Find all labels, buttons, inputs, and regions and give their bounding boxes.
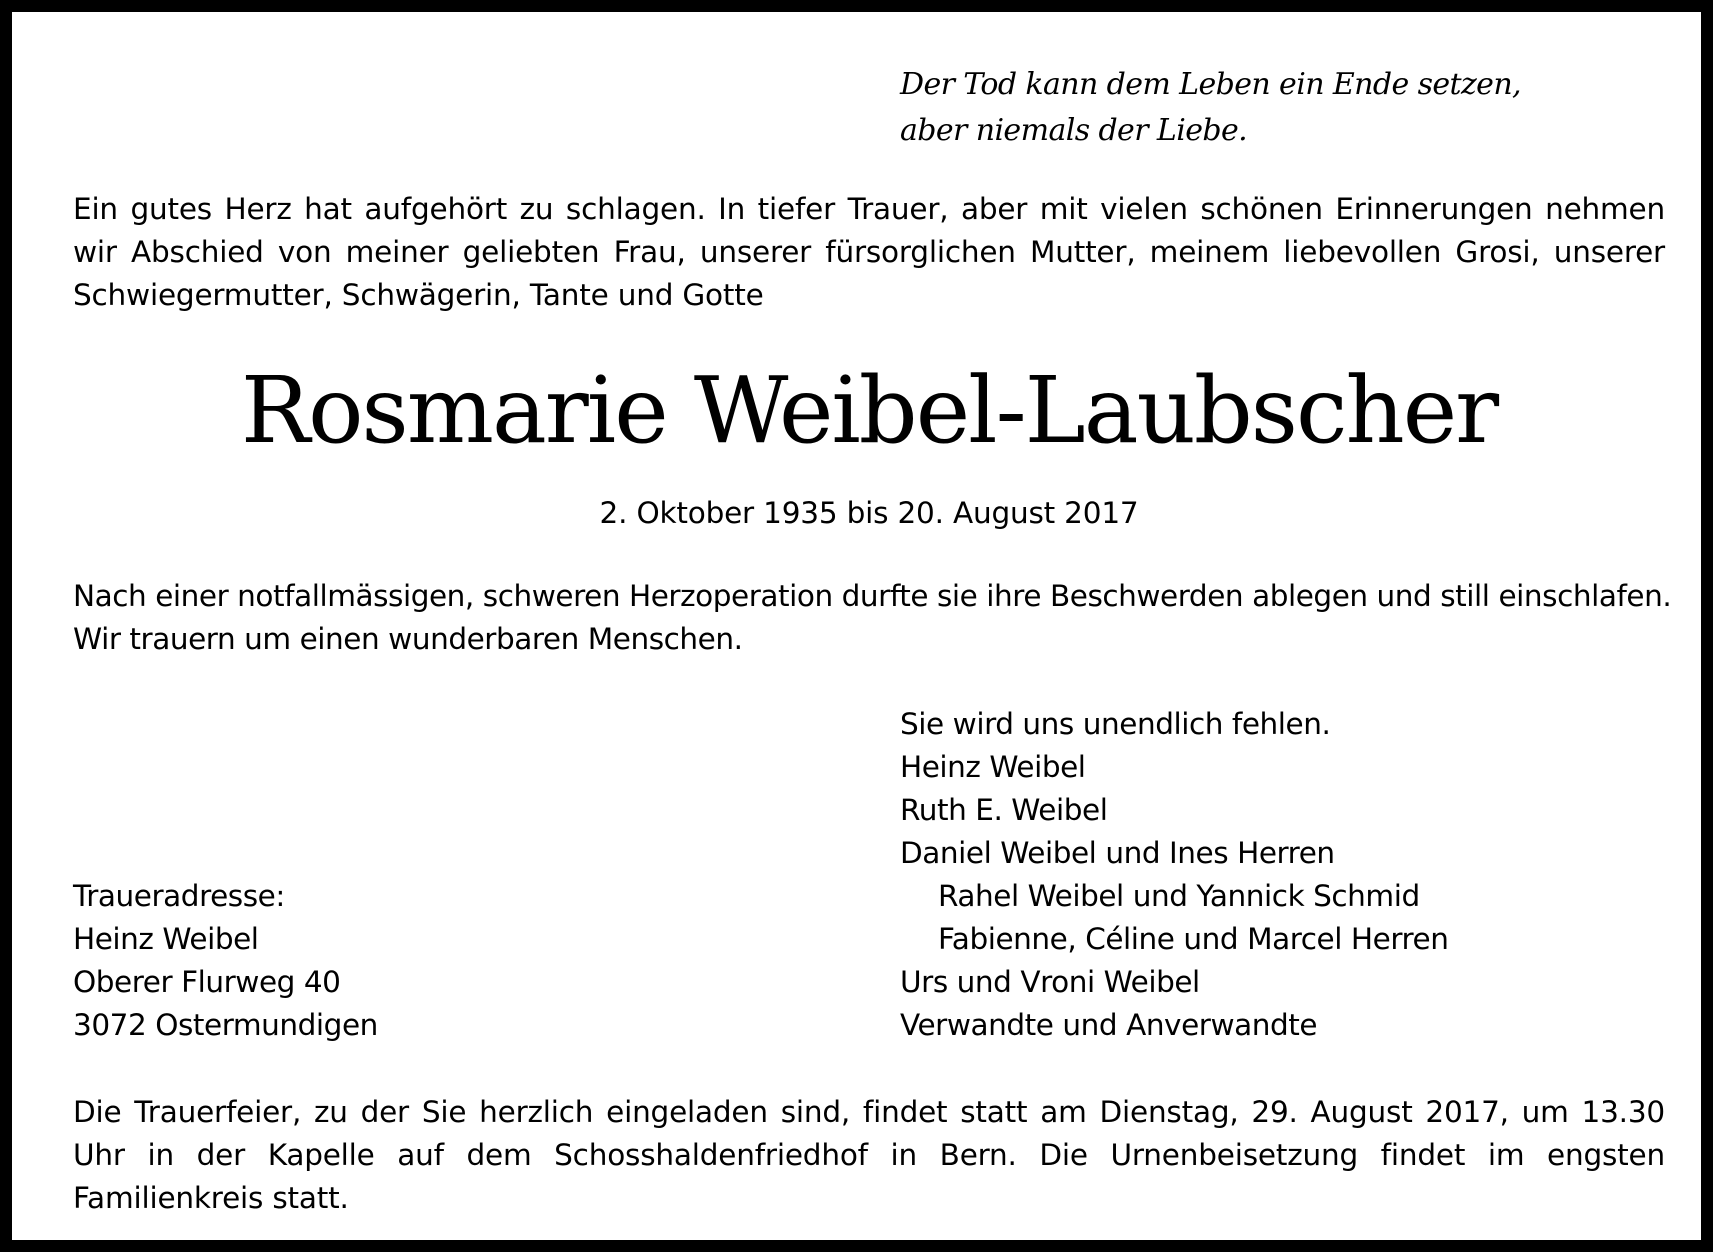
mourner-name: Rahel Weibel und Yannick Schmid bbox=[938, 879, 1420, 913]
deceased-name: Rosmarie Weibel-Laubscher bbox=[240, 357, 1498, 464]
address-label: Traueradresse: bbox=[73, 879, 285, 913]
mourner-name: Fabienne, Céline und Marcel Herren bbox=[938, 922, 1449, 956]
circumstance-line: Wir trauern um einen wunderbaren Menschen. bbox=[73, 622, 743, 656]
mourner-name: Urs und Vroni Weibel bbox=[900, 965, 1200, 999]
mourners-list bbox=[900, 703, 1449, 1047]
motto-line: aber niemals der Liebe. bbox=[900, 113, 1248, 148]
address-street: Oberer Flurweg 40 bbox=[73, 965, 341, 999]
mourner-name: Heinz Weibel bbox=[900, 750, 1086, 784]
motto-line: Der Tod kann dem Leben ein Ende setzen, bbox=[900, 67, 1521, 102]
mourner-name: Verwandte und Anverwandte bbox=[900, 1008, 1318, 1042]
intro-paragraph: Ein gutes Herz hat aufgehört zu schlagen. In tiefer Trauer, aber mit vielen schönen Erinnerungen nehmen wir Abschied von meiner geliebten Frau, unserer fürsorglichen Mutter, meinem liebevollen Grosi, unserer Schwiegermutter, Schwägerin, Tante und Gotte bbox=[73, 192, 1665, 312]
circumstance-line: Nach einer notfallmässigen, schweren Herzoperation durfte sie ihre Beschwerden ablegen und still einschlafen. bbox=[73, 579, 1672, 613]
circumstance-paragraph bbox=[73, 575, 1672, 661]
life-dates: 2. Oktober 1935 bis 20. August 2017 bbox=[599, 496, 1139, 530]
address-name: Heinz Weibel bbox=[73, 922, 259, 956]
ceremony-paragraph: Die Trauerfeier, zu der Sie herzlich eingeladen sind, findet statt am Dienstag, 29. August 2017, um 13.30 Uhr in der Kapelle auf dem Schosshaldenfriedhof in Bern. Die Urnenbeisetzung findet im engsten Familienkreis statt. bbox=[73, 1095, 1665, 1215]
motto-quote bbox=[900, 62, 1521, 154]
mourner-name: Daniel Weibel und Ines Herren bbox=[900, 836, 1335, 870]
mourning-address bbox=[73, 875, 378, 1047]
address-city: 3072 Ostermundigen bbox=[73, 1008, 378, 1042]
mourner-name: Ruth E. Weibel bbox=[900, 793, 1108, 827]
mourners-heading: Sie wird uns unendlich fehlen. bbox=[900, 707, 1331, 741]
